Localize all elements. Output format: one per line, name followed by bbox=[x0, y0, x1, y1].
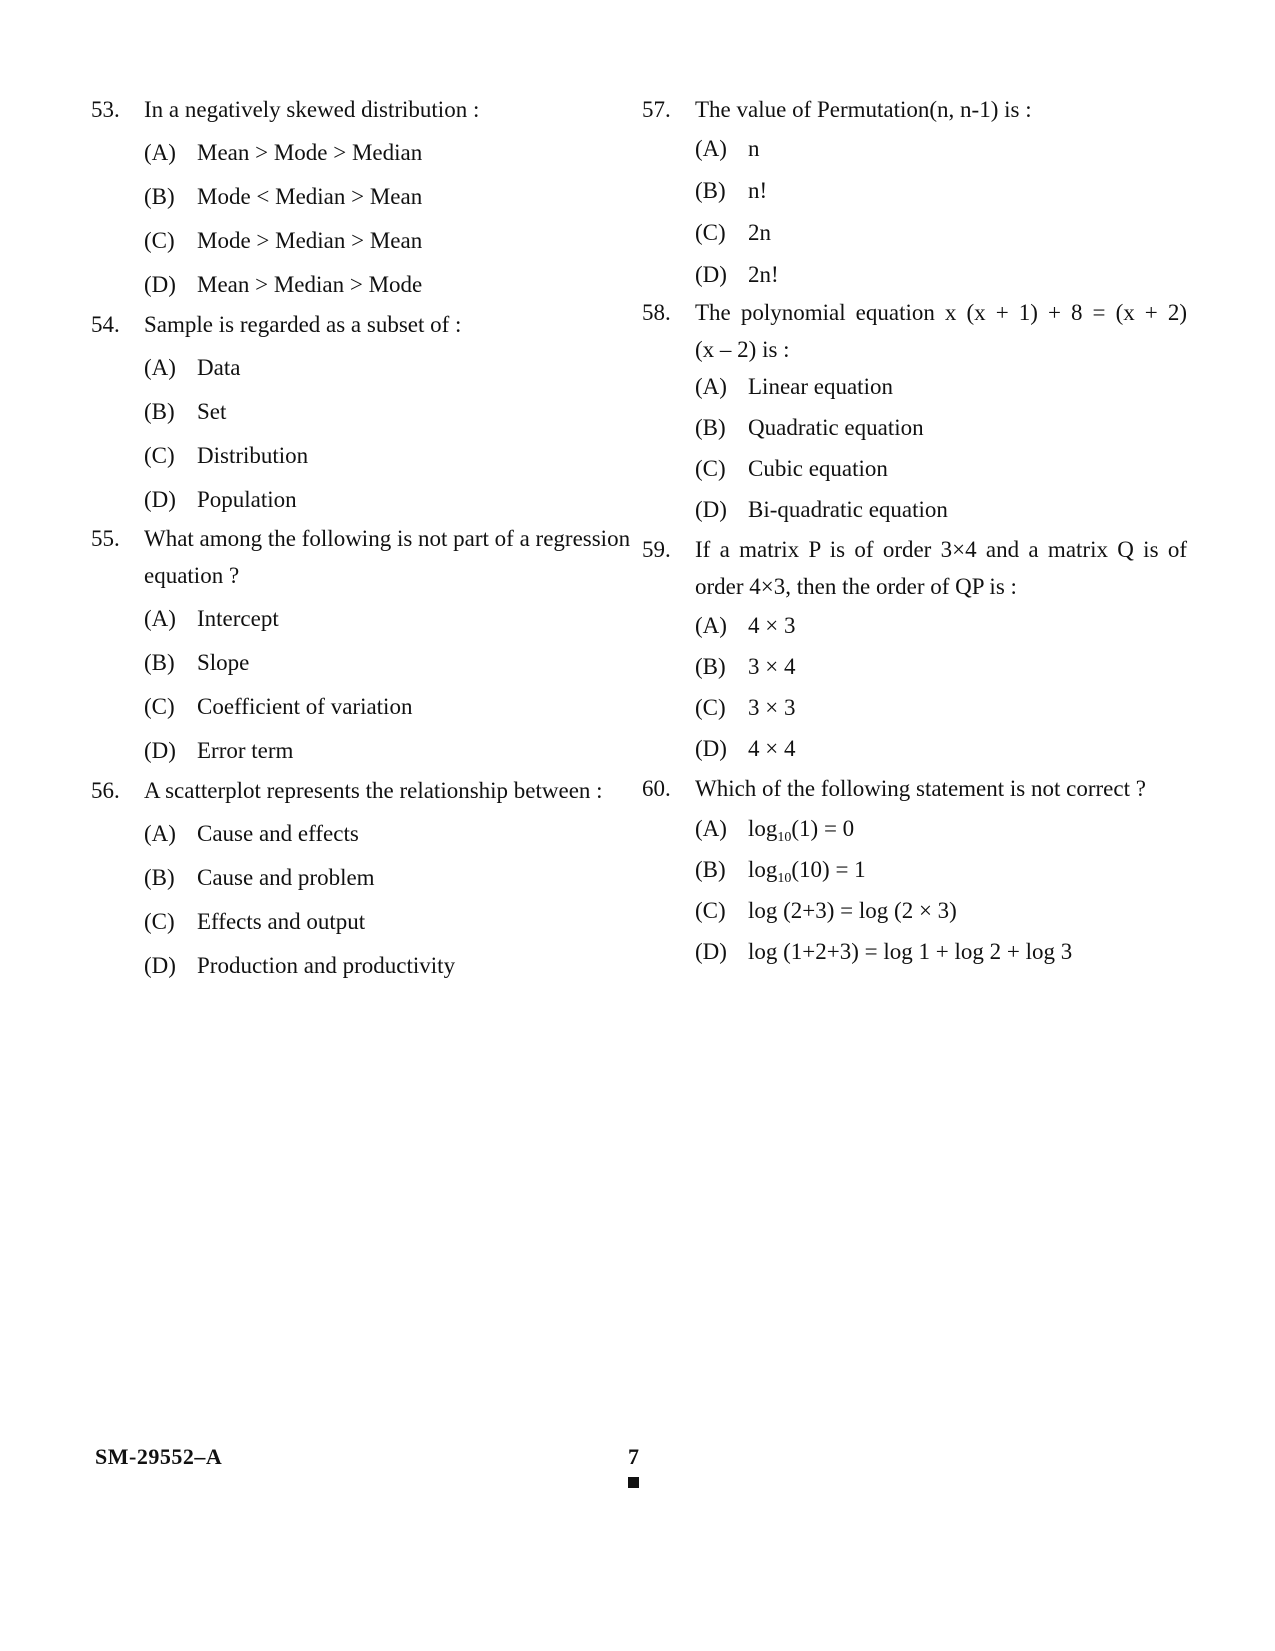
option-d: (D) 2n! bbox=[695, 262, 779, 287]
question-text: In a negatively skewed distribution : bbox=[144, 97, 480, 122]
option-c: (C) log (2+3) = log (2 × 3) bbox=[695, 898, 957, 923]
option-c: (C) Effects and output bbox=[144, 909, 366, 934]
question-56 bbox=[91, 772, 631, 991]
question-number: 57. bbox=[642, 97, 671, 122]
question-text: The polynomial equation x (x + 1) + 8 = (x + 2) (x – 2) is : bbox=[695, 300, 1187, 362]
option-c: (C) Coefficient of variation bbox=[144, 694, 413, 719]
question-60 bbox=[642, 770, 1187, 974]
option-d: (D) Mean > Median > Mode bbox=[144, 272, 423, 297]
question-53 bbox=[91, 91, 631, 310]
option-a: (A) Data bbox=[144, 355, 241, 380]
question-number: 60. bbox=[642, 776, 671, 801]
question-number: 54. bbox=[91, 312, 120, 337]
question-58 bbox=[642, 294, 1187, 532]
option-a: (A) Intercept bbox=[144, 606, 279, 631]
option-d: (D) 4 × 4 bbox=[695, 736, 796, 761]
option-a: (A) Mean > Mode > Median bbox=[144, 140, 423, 165]
question-57 bbox=[642, 91, 1187, 298]
question-text: Sample is regarded as a subset of : bbox=[144, 312, 462, 337]
question-number: 56. bbox=[91, 778, 120, 803]
option-c: (C) 2n bbox=[695, 220, 771, 245]
question-text: What among the following is not part of a regression equation ? bbox=[144, 526, 631, 588]
option-a: (A) Linear equation bbox=[695, 374, 893, 399]
option-b: (B) Cause and problem bbox=[144, 865, 375, 890]
option-b: (B) 3 × 4 bbox=[695, 654, 796, 679]
option-d: (D) Production and productivity bbox=[144, 953, 456, 978]
option-b: (B) Set bbox=[144, 399, 227, 424]
option-a: (A) $\log_{10}(1) = 0$ bbox=[695, 816, 855, 845]
option-d: (D) Error term bbox=[144, 738, 294, 763]
question-54 bbox=[91, 306, 631, 525]
question-text: A scatterplot represents the relationship between : bbox=[144, 778, 603, 803]
paper-code: SM-29552–A bbox=[95, 1444, 223, 1469]
option-c: (C) 3 × 3 bbox=[695, 695, 796, 720]
question-text: If a matrix P is of order 3×4 and a matrix Q is of order 4×3, then the order of QP is : bbox=[695, 537, 1187, 599]
question-text: The value of Permutation(n, n-1) is : bbox=[695, 97, 1032, 122]
option-c: (C) Cubic equation bbox=[695, 456, 888, 481]
option-a: (A) 4 × 3 bbox=[695, 613, 796, 638]
option-d: (D) log (1+2+3) = log 1 + log 2 + log 3 bbox=[695, 939, 1073, 964]
square-mark-icon bbox=[628, 1477, 639, 1488]
option-b: (B) n! bbox=[695, 178, 768, 203]
option-d: (D) Population bbox=[144, 487, 297, 512]
question-number: 55. bbox=[91, 526, 120, 551]
question-number: 58. bbox=[642, 300, 671, 325]
question-55 bbox=[91, 520, 631, 776]
question-59 bbox=[642, 531, 1187, 771]
option-b: (B) Mode < Median > Mean bbox=[144, 184, 423, 209]
question-number: 59. bbox=[642, 537, 671, 562]
page-number: 7 bbox=[628, 1444, 639, 1469]
option-a: (A) Cause and effects bbox=[144, 821, 359, 846]
question-text: Which of the following statement is not correct ? bbox=[695, 776, 1146, 801]
option-a: (A) n bbox=[695, 136, 760, 161]
option-b: (B) $\log_{10}(10) = 1$ bbox=[695, 857, 866, 886]
question-number: 53. bbox=[91, 97, 120, 122]
option-b: (B) Slope bbox=[144, 650, 250, 675]
option-d: (D) Bi-quadratic equation bbox=[695, 497, 948, 522]
option-c: (C) Mode > Median > Mean bbox=[144, 228, 423, 253]
option-c: (C) Distribution bbox=[144, 443, 309, 468]
option-b: (B) Quadratic equation bbox=[695, 415, 924, 440]
